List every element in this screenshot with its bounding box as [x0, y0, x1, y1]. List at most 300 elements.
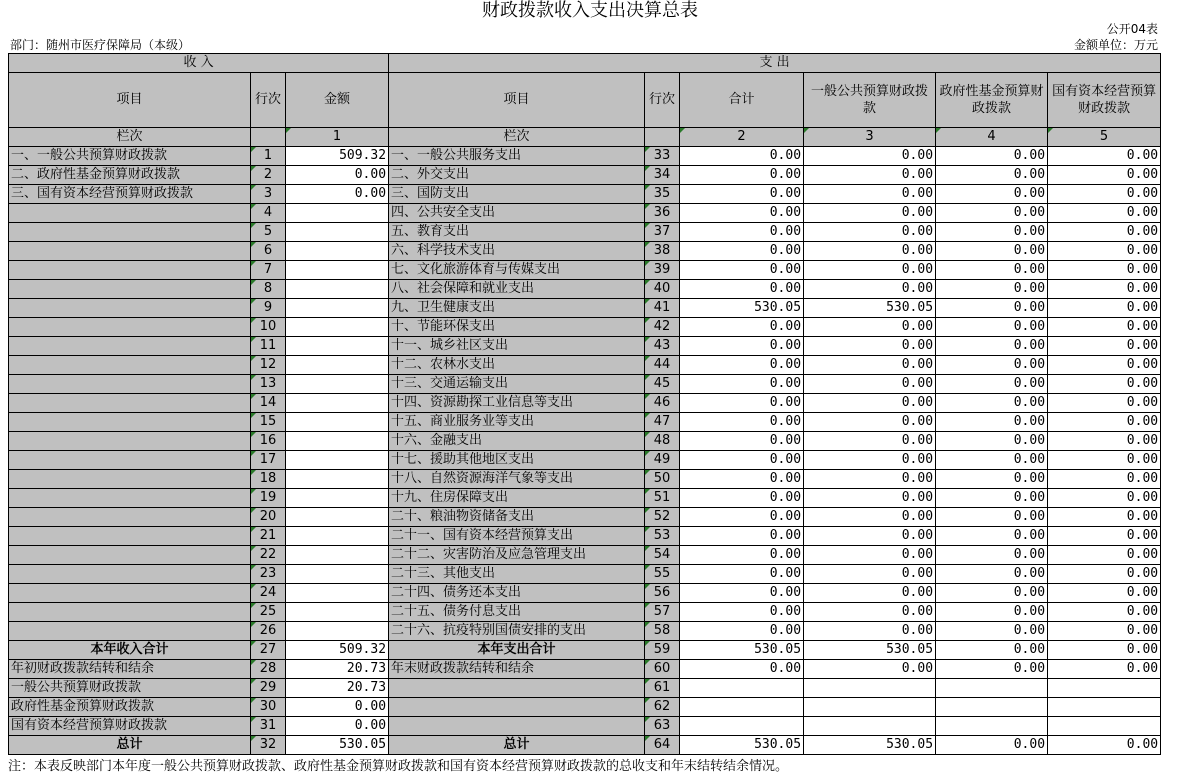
- expense-item-label: [389, 717, 645, 736]
- expense-item-label: 十九、住房保障支出: [389, 489, 645, 508]
- income-row-number: 14: [251, 394, 286, 413]
- table-row: [9, 470, 1161, 489]
- income-amount: [286, 508, 389, 527]
- expense-general: 0.00: [804, 527, 936, 546]
- expense-row-number: 36: [645, 204, 680, 223]
- income-row-number: 23: [251, 565, 286, 584]
- expense-total: [680, 679, 804, 698]
- expense-state: 0.00: [1048, 204, 1161, 223]
- table-row: [9, 565, 1161, 584]
- income-item-label: [9, 204, 251, 223]
- expense-row-number: 35: [645, 185, 680, 204]
- expense-total: 0.00: [680, 242, 804, 261]
- expense-item-label: 十七、援助其他地区支出: [389, 451, 645, 470]
- expense-row-number: 62: [645, 698, 680, 717]
- income-item-label: [9, 223, 251, 242]
- page-title: 财政拨款收入支出决算总表: [482, 0, 698, 21]
- income-amount: [286, 413, 389, 432]
- expense-total: 0.00: [680, 280, 804, 299]
- income-item-label: [9, 451, 251, 470]
- income-amount: 0.00: [286, 698, 389, 717]
- expense-general: 0.00: [804, 413, 936, 432]
- expense-item-label: [389, 679, 645, 698]
- expense-general: 530.05: [804, 736, 936, 755]
- expense-fund: 0.00: [936, 375, 1048, 394]
- expense-row-number: 63: [645, 717, 680, 736]
- expense-row-number: 43: [645, 337, 680, 356]
- income-item-label: [9, 470, 251, 489]
- expense-fund: 0.00: [936, 318, 1048, 337]
- table-row: [9, 546, 1161, 565]
- expense-row-number: 42: [645, 318, 680, 337]
- expense-row-number: 49: [645, 451, 680, 470]
- expense-row-number: 61: [645, 679, 680, 698]
- income-item-label: 三、国有资本经营预算财政拨款: [9, 185, 251, 204]
- expense-general: 0.00: [804, 356, 936, 375]
- income-row-number: 15: [251, 413, 286, 432]
- expense-total: 0.00: [680, 223, 804, 242]
- expense-item-label: 十六、金融支出: [389, 432, 645, 451]
- income-amount: [286, 603, 389, 622]
- expense-item-label: 十三、交通运输支出: [389, 375, 645, 394]
- table-row: [9, 375, 1161, 394]
- table-row: [9, 527, 1161, 546]
- expense-row-number: 64: [645, 736, 680, 755]
- table-row: [9, 204, 1161, 223]
- expense-state: 0.00: [1048, 356, 1161, 375]
- income-amount: [286, 318, 389, 337]
- expense-total: 0.00: [680, 261, 804, 280]
- income-row-number: 12: [251, 356, 286, 375]
- form-number: 公开04表: [1106, 22, 1158, 36]
- income-amount: 0.00: [286, 717, 389, 736]
- expense-fund: 0.00: [936, 261, 1048, 280]
- expense-total: 530.05: [680, 641, 804, 660]
- table-row: [9, 223, 1161, 242]
- income-item-label: [9, 394, 251, 413]
- income-amount: [286, 299, 389, 318]
- expense-total: 0.00: [680, 451, 804, 470]
- lanci-3: 3: [804, 128, 936, 147]
- expense-item-label: 四、公共安全支出: [389, 204, 645, 223]
- income-amount: [286, 356, 389, 375]
- income-item-label: 本年收入合计: [9, 641, 251, 660]
- income-row-number: 18: [251, 470, 286, 489]
- expense-general: [804, 717, 936, 736]
- expense-state: 0.00: [1048, 242, 1161, 261]
- expense-total: 0.00: [680, 527, 804, 546]
- expense-fund: 0.00: [936, 337, 1048, 356]
- lanci-label-expense: 栏次: [389, 128, 645, 147]
- expense-total: 0.00: [680, 584, 804, 603]
- expense-row-number: 40: [645, 280, 680, 299]
- expense-total: 530.05: [680, 736, 804, 755]
- expense-fund: 0.00: [936, 470, 1048, 489]
- expense-row-number: 59: [645, 641, 680, 660]
- lanci-empty: [251, 128, 286, 147]
- income-item-label: [9, 622, 251, 641]
- income-row-number: 28: [251, 660, 286, 679]
- expense-row-number: 46: [645, 394, 680, 413]
- income-row-number: 20: [251, 508, 286, 527]
- income-amount: 509.32: [286, 641, 389, 660]
- table-row: [9, 318, 1161, 337]
- expense-item-label: 十一、城乡社区支出: [389, 337, 645, 356]
- expense-item-label: 二十、粮油物资储备支出: [389, 508, 645, 527]
- expense-item-label: 十五、商业服务业等支出: [389, 413, 645, 432]
- expense-fund: 0.00: [936, 242, 1048, 261]
- income-row-number: 30: [251, 698, 286, 717]
- income-row-number: 7: [251, 261, 286, 280]
- table-row: [9, 356, 1161, 375]
- income-row-number: 4: [251, 204, 286, 223]
- table-row: [9, 679, 1161, 698]
- table-row: [9, 299, 1161, 318]
- expense-fund: 0.00: [936, 356, 1048, 375]
- expense-total: [680, 717, 804, 736]
- table-row: [9, 736, 1161, 755]
- income-item-label: [9, 261, 251, 280]
- expense-fund: 0.00: [936, 299, 1048, 318]
- footnote: 注：本表反映部门本年度一般公共预算财政拨款、政府性基金预算财政拨款和国有资本经营预算财政拨款的总收支和年末结转结余情况。: [8, 759, 789, 774]
- lanci-label: 栏次: [9, 128, 251, 147]
- expense-general: 0.00: [804, 204, 936, 223]
- table-row: [9, 584, 1161, 603]
- table-row: [9, 698, 1161, 717]
- income-amount: 20.73: [286, 679, 389, 698]
- expense-general: 0.00: [804, 318, 936, 337]
- expense-fund: 0.00: [936, 413, 1048, 432]
- income-row-number: 13: [251, 375, 286, 394]
- expense-row-number: 50: [645, 470, 680, 489]
- income-item-label: [9, 565, 251, 584]
- income-amount: 530.05: [286, 736, 389, 755]
- expense-header: 支 出: [389, 54, 1161, 73]
- expense-total: 0.00: [680, 356, 804, 375]
- expense-row-number: 41: [645, 299, 680, 318]
- expense-row-number: 58: [645, 622, 680, 641]
- expense-item-label: 十八、自然资源海洋气象等支出: [389, 470, 645, 489]
- income-row-number: 25: [251, 603, 286, 622]
- expense-state: 0.00: [1048, 641, 1161, 660]
- expense-fund: 0.00: [936, 166, 1048, 185]
- expense-state: 0.00: [1048, 413, 1161, 432]
- income-item-label: 一、一般公共预算财政拨款: [9, 147, 251, 166]
- expense-state: 0.00: [1048, 166, 1161, 185]
- expense-item-label: 总计: [389, 736, 645, 755]
- table-row: [9, 641, 1161, 660]
- table-row: [9, 622, 1161, 641]
- expense-state: 0.00: [1048, 185, 1161, 204]
- income-amount: [286, 546, 389, 565]
- income-amount: [286, 394, 389, 413]
- expense-fund: [936, 679, 1048, 698]
- income-row-number: 2: [251, 166, 286, 185]
- expense-fund: 0.00: [936, 147, 1048, 166]
- expense-total: 0.00: [680, 185, 804, 204]
- expense-total: 0.00: [680, 394, 804, 413]
- income-item-label: [9, 603, 251, 622]
- department-label: 部门：随州市医疗保障局（本级）: [10, 38, 191, 52]
- table-row: [9, 337, 1161, 356]
- expense-state: 0.00: [1048, 318, 1161, 337]
- expense-total: 0.00: [680, 660, 804, 679]
- income-item-label: 政府性基金预算财政拨款: [9, 698, 251, 717]
- income-item-label: [9, 318, 251, 337]
- expense-fund: 0.00: [936, 584, 1048, 603]
- income-row-number: 16: [251, 432, 286, 451]
- table-row: [9, 432, 1161, 451]
- expense-state: 0.00: [1048, 736, 1161, 755]
- col-state: 国有资本经营预算财政拨款: [1048, 73, 1161, 128]
- expense-state: 0.00: [1048, 375, 1161, 394]
- expense-total: 0.00: [680, 470, 804, 489]
- lanci-1: 1: [286, 128, 389, 147]
- income-item-label: 国有资本经营预算财政拨款: [9, 717, 251, 736]
- col-rowno-income: 行次: [251, 73, 286, 128]
- expense-general: 0.00: [804, 451, 936, 470]
- income-row-number: 17: [251, 451, 286, 470]
- lanci-2: 2: [680, 128, 804, 147]
- table-row: [9, 261, 1161, 280]
- income-item-label: [9, 356, 251, 375]
- income-item-label: [9, 546, 251, 565]
- expense-item-label: 本年支出合计: [389, 641, 645, 660]
- expense-general: 0.00: [804, 337, 936, 356]
- unit-label: 金额单位：万元: [1073, 38, 1158, 52]
- income-amount: 0.00: [286, 185, 389, 204]
- expense-general: [804, 679, 936, 698]
- expense-fund: 0.00: [936, 565, 1048, 584]
- expense-fund: 0.00: [936, 451, 1048, 470]
- expense-row-number: 33: [645, 147, 680, 166]
- expense-state: 0.00: [1048, 660, 1161, 679]
- expense-item-label: 年末财政拨款结转和结余: [389, 660, 645, 679]
- table-row: [9, 508, 1161, 527]
- col-general: 一般公共预算财政拨款: [804, 73, 936, 128]
- expense-general: 0.00: [804, 584, 936, 603]
- expense-item-label: 七、文化旅游体育与传媒支出: [389, 261, 645, 280]
- income-amount: 20.73: [286, 660, 389, 679]
- expense-general: 0.00: [804, 660, 936, 679]
- expense-item-label: 二十六、抗疫特别国债安排的支出: [389, 622, 645, 641]
- expense-general: 0.00: [804, 489, 936, 508]
- income-row-number: 31: [251, 717, 286, 736]
- table-row: [9, 147, 1161, 166]
- expense-fund: 0.00: [936, 660, 1048, 679]
- expense-row-number: 48: [645, 432, 680, 451]
- income-amount: [286, 204, 389, 223]
- income-item-label: [9, 242, 251, 261]
- income-amount: [286, 375, 389, 394]
- expense-item-label: 二十二、灾害防治及应急管理支出: [389, 546, 645, 565]
- expense-row-number: 47: [645, 413, 680, 432]
- expense-item-label: 三、国防支出: [389, 185, 645, 204]
- expense-total: 530.05: [680, 299, 804, 318]
- income-amount: 509.32: [286, 147, 389, 166]
- expense-row-number: 55: [645, 565, 680, 584]
- income-row-number: 19: [251, 489, 286, 508]
- expense-item-label: 一、一般公共服务支出: [389, 147, 645, 166]
- expense-total: 0.00: [680, 337, 804, 356]
- income-item-label: 总计: [9, 736, 251, 755]
- expense-general: 0.00: [804, 280, 936, 299]
- expense-item-label: 五、教育支出: [389, 223, 645, 242]
- income-amount: [286, 337, 389, 356]
- expense-total: 0.00: [680, 166, 804, 185]
- expense-row-number: 44: [645, 356, 680, 375]
- lanci-empty-expense: [645, 128, 680, 147]
- expense-fund: 0.00: [936, 204, 1048, 223]
- lanci-5: 5: [1048, 128, 1161, 147]
- income-amount: [286, 565, 389, 584]
- income-amount: [286, 451, 389, 470]
- income-row-number: 10: [251, 318, 286, 337]
- expense-state: 0.00: [1048, 622, 1161, 641]
- expense-row-number: 51: [645, 489, 680, 508]
- col-item-expense: 项目: [389, 73, 645, 128]
- expense-general: 0.00: [804, 470, 936, 489]
- expense-fund: 0.00: [936, 603, 1048, 622]
- income-header: 收 入: [9, 54, 389, 73]
- income-row-number: 1: [251, 147, 286, 166]
- expense-general: [804, 698, 936, 717]
- expense-total: 0.00: [680, 622, 804, 641]
- expense-state: 0.00: [1048, 546, 1161, 565]
- expense-item-label: 二十一、国有资本经营预算支出: [389, 527, 645, 546]
- expense-item-label: [389, 698, 645, 717]
- expense-total: [680, 698, 804, 717]
- expense-item-label: 十四、资源勘探工业信息等支出: [389, 394, 645, 413]
- expense-general: 0.00: [804, 603, 936, 622]
- income-item-label: [9, 337, 251, 356]
- expense-total: 0.00: [680, 318, 804, 337]
- expense-state: 0.00: [1048, 603, 1161, 622]
- income-row-number: 27: [251, 641, 286, 660]
- expense-state: 0.00: [1048, 261, 1161, 280]
- income-row-number: 9: [251, 299, 286, 318]
- expense-row-number: 54: [645, 546, 680, 565]
- expense-total: 0.00: [680, 489, 804, 508]
- expense-fund: 0.00: [936, 432, 1048, 451]
- expense-total: 0.00: [680, 565, 804, 584]
- expense-general: 530.05: [804, 299, 936, 318]
- expense-state: 0.00: [1048, 147, 1161, 166]
- expense-fund: 0.00: [936, 185, 1048, 204]
- income-item-label: [9, 299, 251, 318]
- expense-general: 0.00: [804, 147, 936, 166]
- income-row-number: 3: [251, 185, 286, 204]
- expense-state: 0.00: [1048, 394, 1161, 413]
- income-row-number: 29: [251, 679, 286, 698]
- expense-state: 0.00: [1048, 223, 1161, 242]
- expense-total: 0.00: [680, 546, 804, 565]
- income-item-label: 二、政府性基金预算财政拨款: [9, 166, 251, 185]
- expense-item-label: 九、卫生健康支出: [389, 299, 645, 318]
- expense-fund: 0.00: [936, 223, 1048, 242]
- income-amount: [286, 622, 389, 641]
- expense-general: 0.00: [804, 546, 936, 565]
- income-row-number: 6: [251, 242, 286, 261]
- income-item-label: [9, 527, 251, 546]
- income-item-label: [9, 508, 251, 527]
- expense-item-label: 十、节能环保支出: [389, 318, 645, 337]
- income-amount: [286, 242, 389, 261]
- income-amount: [286, 261, 389, 280]
- expense-total: 0.00: [680, 147, 804, 166]
- expense-row-number: 34: [645, 166, 680, 185]
- income-row-number: 11: [251, 337, 286, 356]
- col-total: 合计: [680, 73, 804, 128]
- income-amount: [286, 489, 389, 508]
- expense-fund: [936, 698, 1048, 717]
- expense-item-label: 二十三、其他支出: [389, 565, 645, 584]
- income-amount: [286, 584, 389, 603]
- expense-total: 0.00: [680, 204, 804, 223]
- income-row-number: 22: [251, 546, 286, 565]
- expense-fund: 0.00: [936, 736, 1048, 755]
- col-fund: 政府性基金预算财政拨款: [936, 73, 1048, 128]
- expense-fund: 0.00: [936, 527, 1048, 546]
- income-row-number: 5: [251, 223, 286, 242]
- income-item-label: [9, 280, 251, 299]
- expense-state: [1048, 698, 1161, 717]
- expense-row-number: 60: [645, 660, 680, 679]
- expense-item-label: 二十四、债务还本支出: [389, 584, 645, 603]
- col-item-income: 项目: [9, 73, 251, 128]
- lanci-4: 4: [936, 128, 1048, 147]
- table-row: [9, 603, 1161, 622]
- expense-total: 0.00: [680, 508, 804, 527]
- expense-fund: 0.00: [936, 622, 1048, 641]
- table-row: [9, 166, 1161, 185]
- expense-general: 0.00: [804, 508, 936, 527]
- income-amount: [286, 432, 389, 451]
- table-row: [9, 185, 1161, 204]
- income-row-number: 21: [251, 527, 286, 546]
- income-item-label: 一般公共预算财政拨款: [9, 679, 251, 698]
- income-row-number: 26: [251, 622, 286, 641]
- expense-general: 0.00: [804, 185, 936, 204]
- expense-row-number: 38: [645, 242, 680, 261]
- expense-fund: 0.00: [936, 641, 1048, 660]
- expense-state: 0.00: [1048, 432, 1161, 451]
- expense-general: 530.05: [804, 641, 936, 660]
- income-row-number: 32: [251, 736, 286, 755]
- expense-row-number: 37: [645, 223, 680, 242]
- table-row: [9, 413, 1161, 432]
- table-row: [9, 280, 1161, 299]
- expense-total: 0.00: [680, 375, 804, 394]
- expense-item-label: 二、外交支出: [389, 166, 645, 185]
- expense-state: 0.00: [1048, 565, 1161, 584]
- income-item-label: 年初财政拨款结转和结余: [9, 660, 251, 679]
- expense-row-number: 39: [645, 261, 680, 280]
- expense-general: 0.00: [804, 223, 936, 242]
- expense-general: 0.00: [804, 242, 936, 261]
- expense-fund: 0.00: [936, 508, 1048, 527]
- income-item-label: [9, 432, 251, 451]
- finance-table: [8, 53, 1161, 755]
- expense-state: 0.00: [1048, 527, 1161, 546]
- income-amount: [286, 280, 389, 299]
- expense-total: 0.00: [680, 432, 804, 451]
- expense-general: 0.00: [804, 261, 936, 280]
- expense-state: [1048, 717, 1161, 736]
- expense-row-number: 57: [645, 603, 680, 622]
- income-amount: 0.00: [286, 166, 389, 185]
- col-rowno-expense: 行次: [645, 73, 680, 128]
